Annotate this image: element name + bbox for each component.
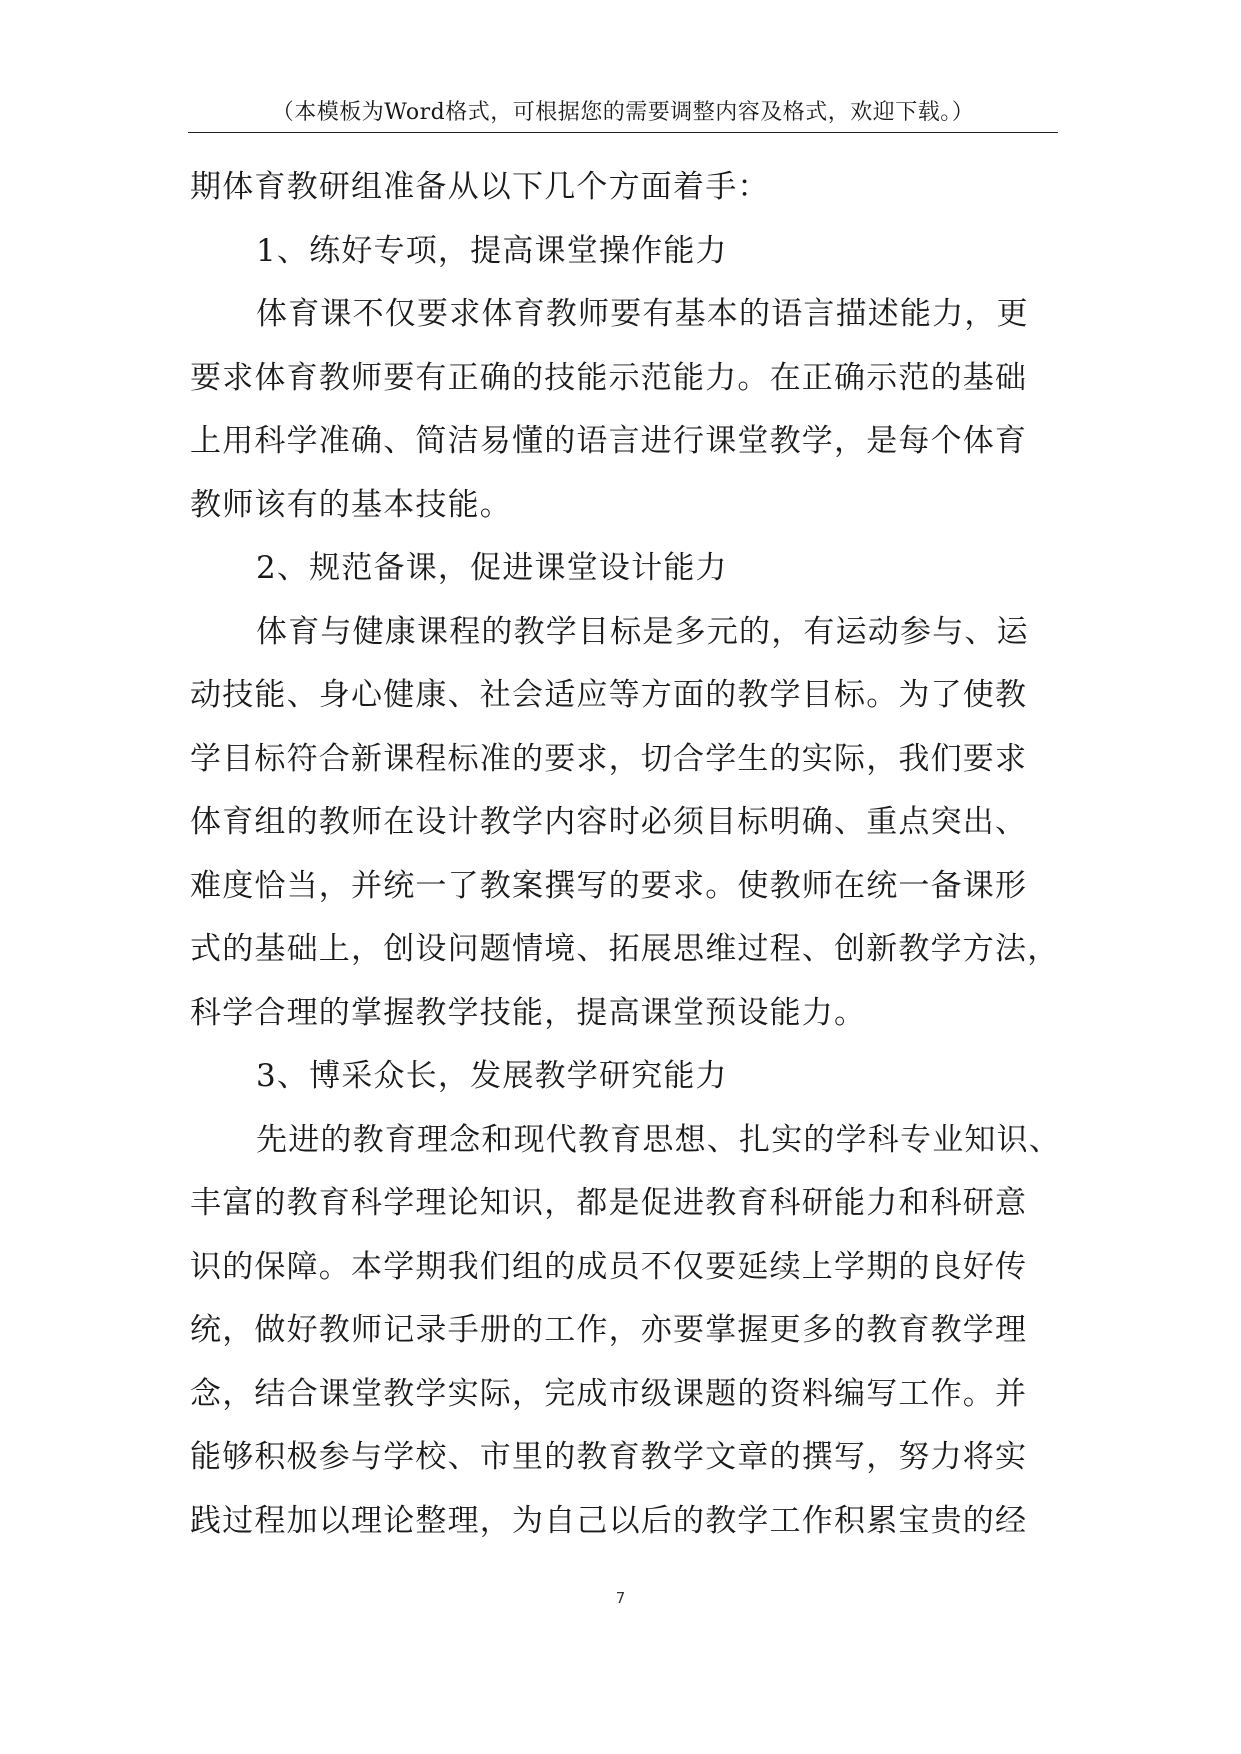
body-line: 难度恰当，并统一了教案撰写的要求。使教师在统一备课形: [190, 867, 1028, 904]
body-line: 体育课不仅要求体育教师要有基本的语言描述能力，更: [256, 296, 1029, 332]
body-line: 3、博采众长，发展教学研究能力: [256, 1058, 728, 1094]
body-line: 践过程加以理论整理，为自己以后的教学工作积累宝贵的经: [190, 1502, 1028, 1539]
body-line: 体育组的教师在设计教学内容时必须目标明确、重点突出、: [190, 804, 1028, 840]
body-line: 科学合理的掌握教学技能，提高课堂预设能力。: [190, 994, 867, 1031]
header-divider: [188, 132, 1058, 133]
body-line: 先进的教育理念和现代教育思想、扎实的学科专业知识、: [256, 1121, 1061, 1158]
body-line: 学目标符合新课程标准的要求，切合学生的实际，我们要求: [190, 740, 1028, 777]
body-line: 式的基础上，创设问题情境、拓展思维过程、创新教学方法，: [190, 931, 1060, 967]
body-line: 要求体育教师要有正确的技能示范能力。在正确示范的基础: [190, 359, 1028, 396]
body-line: 丰富的教育科学理论知识，都是促进教育科研能力和科研意: [190, 1185, 1028, 1221]
body-line: 能够积极参与学校、市里的教育教学文章的撰写，努力将实: [190, 1439, 1028, 1475]
body-line: 识的保障。本学期我们组的成员不仅要延续上学期的良好传: [190, 1248, 1028, 1285]
body-line: 念，结合课堂教学实际，完成市级课题的资料编写工作。并: [190, 1375, 1028, 1412]
document-body: [190, 156, 1061, 1553]
body-line: 教师该有的基本技能。: [190, 486, 512, 523]
page-number: 7: [615, 1589, 626, 1607]
body-line: 上用科学准确、简洁易懂的语言进行课堂教学，是每个体育: [190, 423, 1028, 459]
body-line: 期体育教研组准备从以下几个方面着手：: [190, 169, 770, 205]
page-header-note: （本模板为Word格式，可根据您的需要调整内容及格式，欢迎下载。）: [271, 100, 975, 125]
body-line: 动技能、身心健康、社会适应等方面的教学目标。为了使教: [190, 677, 1028, 713]
body-line: 2、规范备课，促进课堂设计能力: [256, 550, 728, 586]
body-line: 1、练好专项，提高课堂操作能力: [256, 232, 728, 269]
body-line: 统，做好教师记录手册的工作，亦要掌握更多的教育教学理: [190, 1312, 1028, 1348]
body-line: 体育与健康课程的教学目标是多元的，有运动参与、运: [256, 613, 1029, 650]
